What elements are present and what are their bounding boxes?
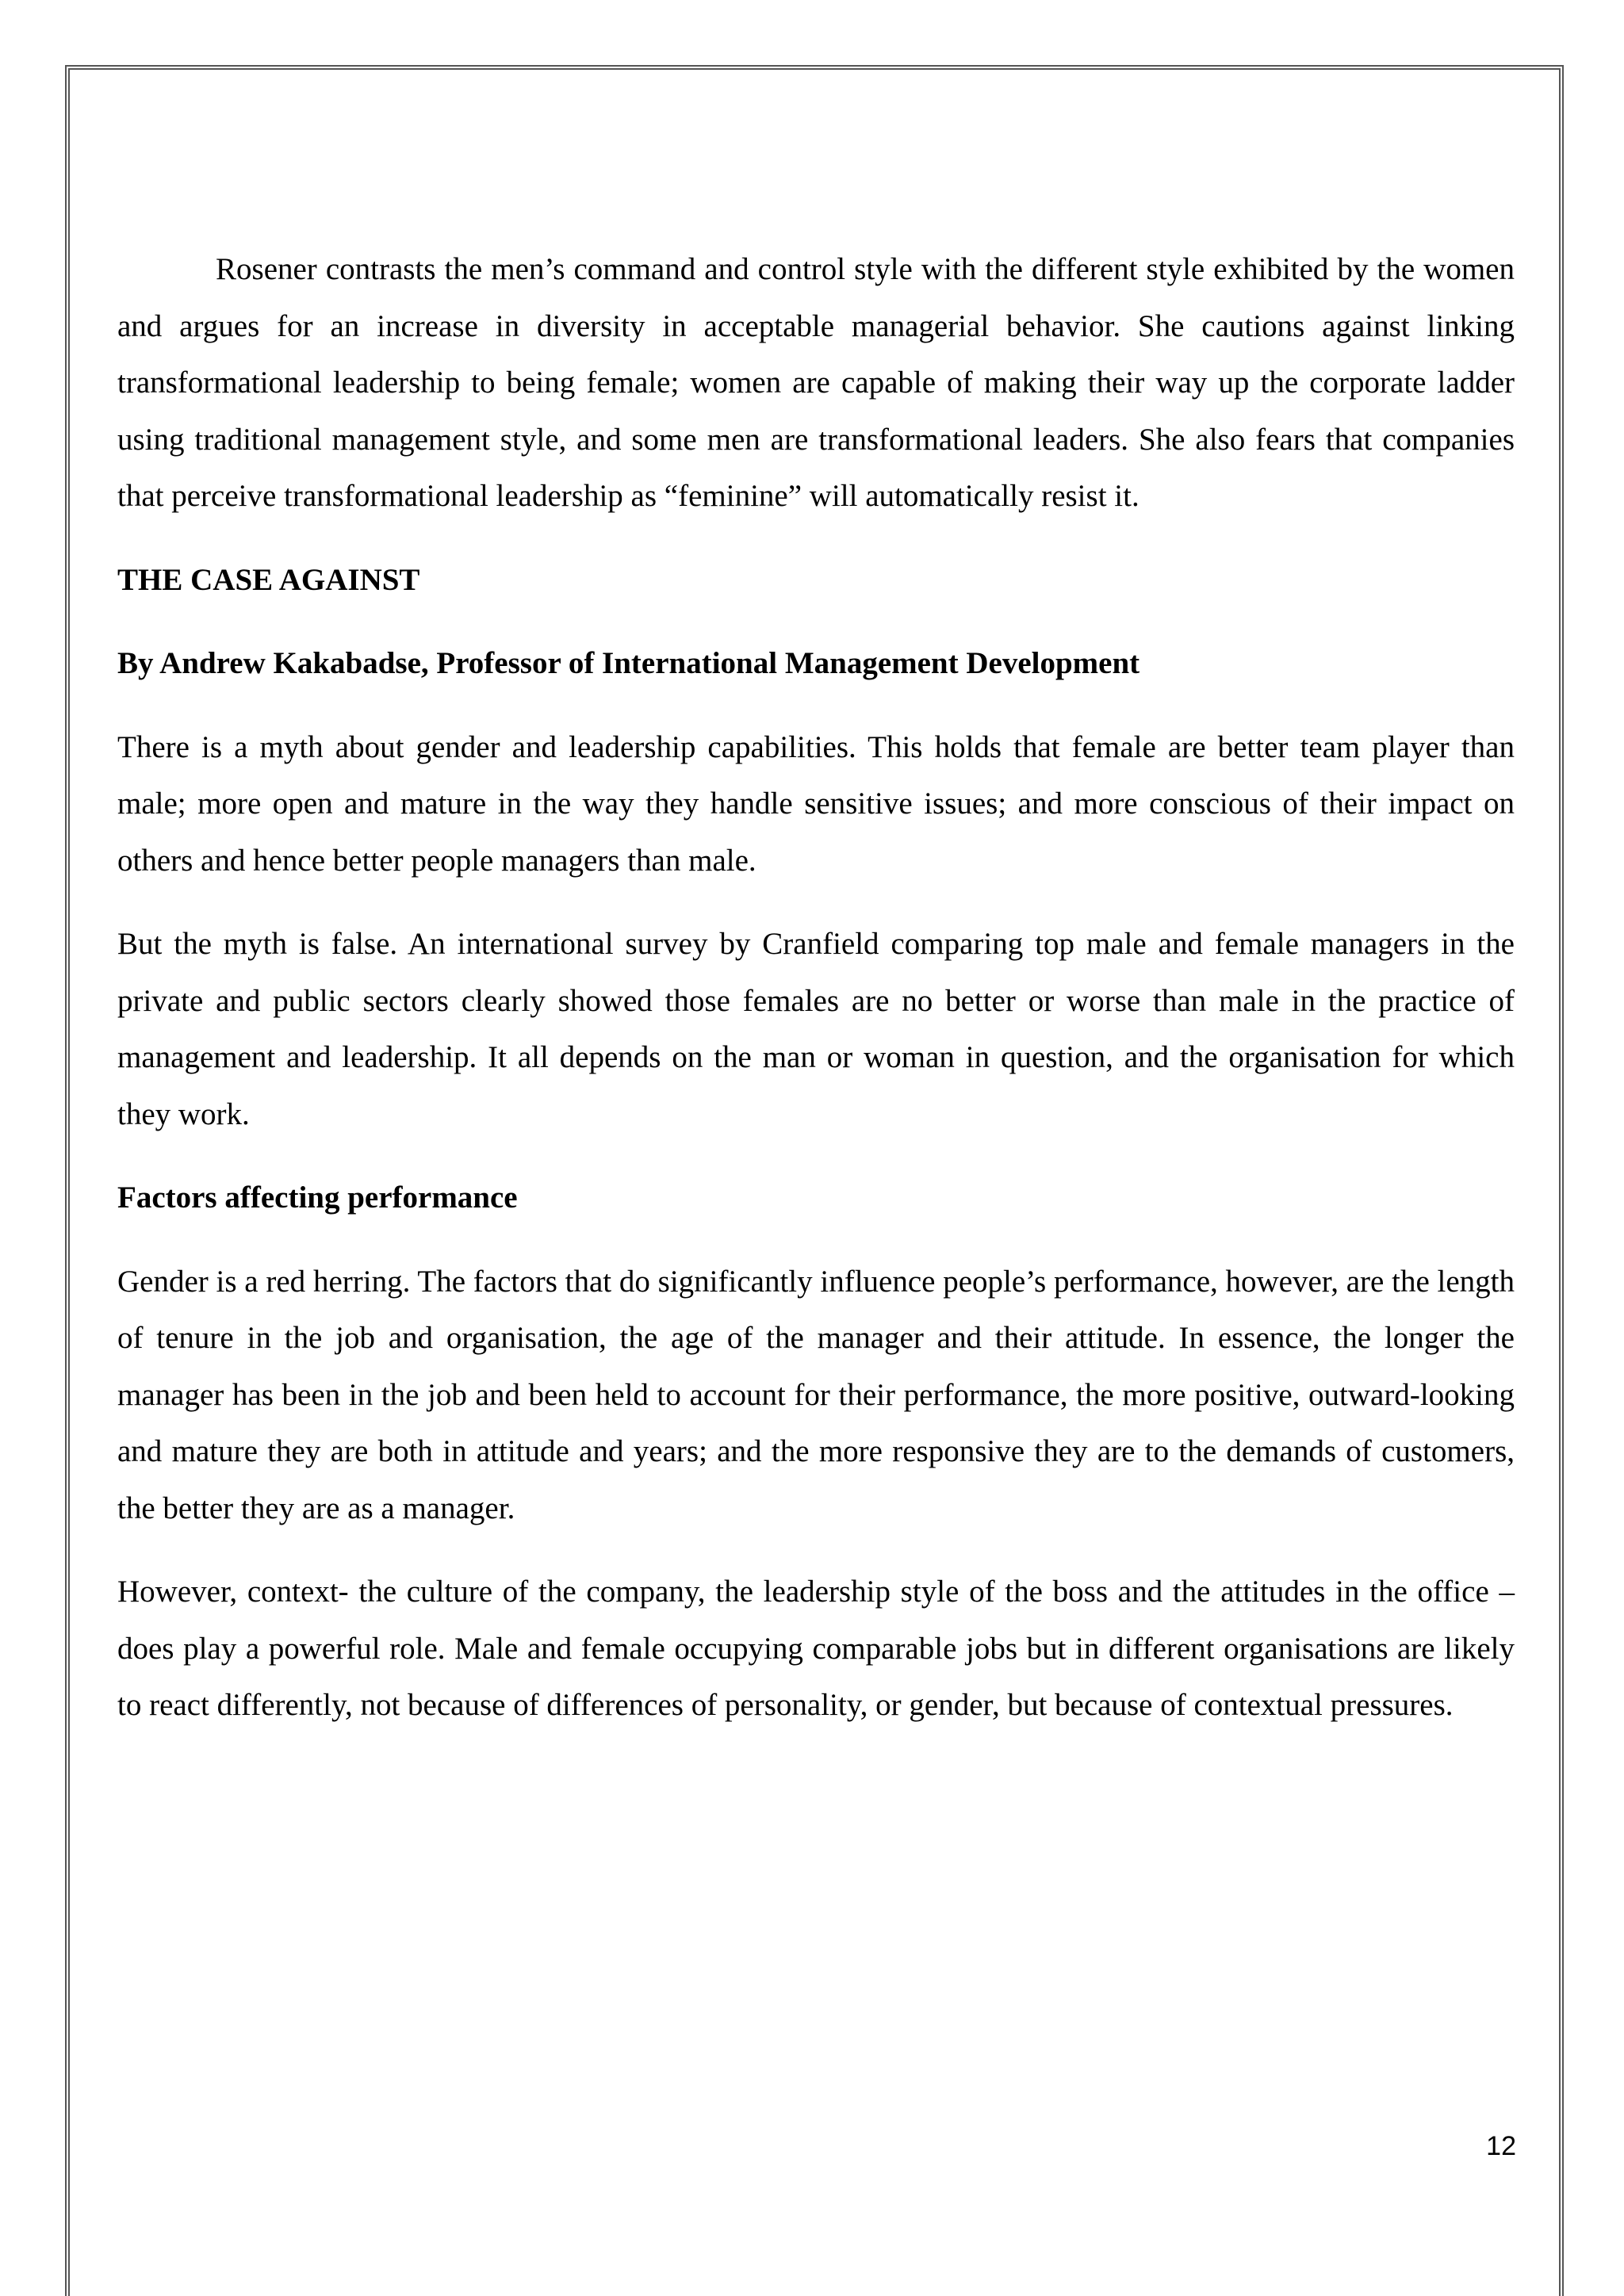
paragraph-myth: There is a myth about gender and leadership capabilities. This holds that female are better team player than male; more open and mature in the way they handle sensitive issues; and more conscious of their impact on others and hence better people managers than male.: [117, 729, 1515, 878]
author-byline: By Andrew Kakabadse, Professor of International Management Development: [117, 646, 1140, 680]
paragraph-survey: But the myth is false. An international survey by Cranfield comparing top male and female managers in the private and public sectors clearly showed those females are no better or worse than male in the practice of management and leadership. It all depends on the man or woman in question, and the organisation for which they work.: [117, 927, 1515, 1131]
document-body: [117, 241, 1515, 1761]
section-heading-factors: Factors affecting performance: [117, 1181, 518, 1215]
paragraph-rosener: Rosener contrasts the men’s command and control style with the different style exhibited by the women and argues for an increase in diversity in acceptable managerial behavior. She cautions against linking transformational leadership to being female; women are capable of making their way up the corporate ladder using traditional management style, and some men are transformational leaders. She also fears that companies that perceive transformational leadership as “feminine” will automatically resist it.: [117, 252, 1515, 513]
page-number: 12: [1486, 2131, 1516, 2161]
paragraph-gender-red-herring: Gender is a red herring. The factors that do significantly influence people’s performance, however, are the length of tenure in the job and organisation, the age of the manager and their attitude. In essence, the longer the manager has been in the job and been held to account for their performance, the more positive, outward-looking and mature they are both in attitude and years; and the more responsive they are to the demands of customers, the better they are as a manager.: [117, 1264, 1515, 1525]
section-heading-case-against: THE CASE AGAINST: [117, 562, 420, 597]
paragraph-context: However, context- the culture of the company, the leadership style of the boss and the attitudes in the office –does play a powerful role. Male and female occupying comparable jobs but in different organisations are likely to react differently, not because of differences of personality, or gender, but because of contextual pressures.: [117, 1575, 1515, 1722]
